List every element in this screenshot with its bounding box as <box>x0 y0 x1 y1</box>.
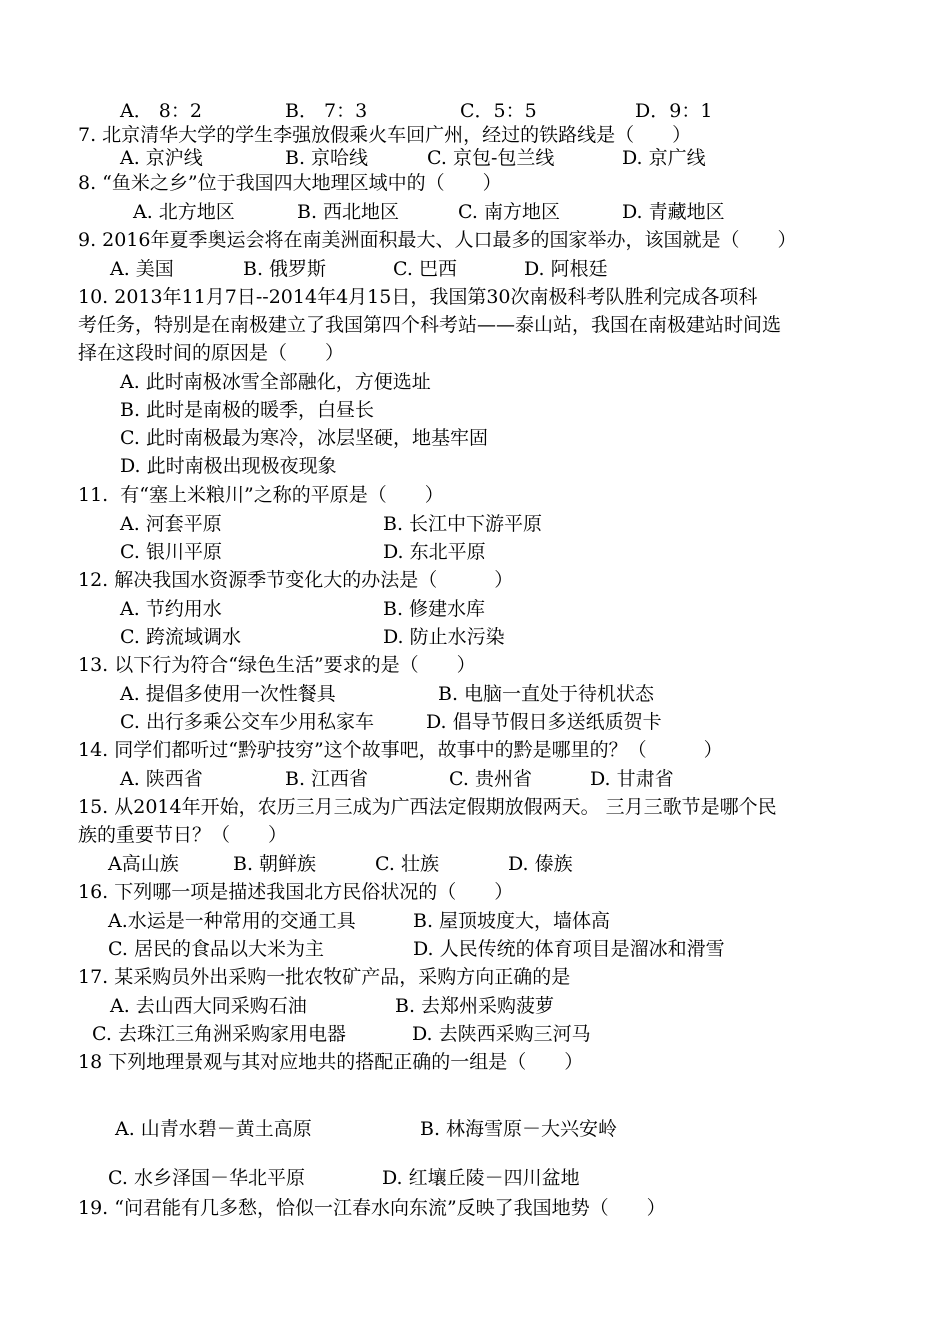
q15-stem-line-1: 15. 从2014年开始，农历三月三成为广西法定假期放假两天。 三月三歌节是哪个民 <box>78 796 777 818</box>
q7-option-d: D. 京广线 <box>622 147 706 169</box>
q9-stem: 9. 2016年夏季奥运会将在南美洲面积最大、人口最多的国家举办，该国就是（ ） <box>78 229 797 251</box>
q14-stem: 14. 同学们都听过“黔驴技穷”这个故事吧，故事中的黔是哪里的？（ ） <box>78 739 723 761</box>
q14-option-c: C. 贵州省 <box>449 768 532 790</box>
q17-option-b: B. 去郑州采购菠萝 <box>395 995 555 1017</box>
q15-option-c: C. 壮族 <box>375 853 439 875</box>
q14-option-a: A. 陕西省 <box>120 768 203 790</box>
q17-option-a: A. 去山西大同采购石油 <box>110 995 307 1017</box>
q6-option-c: C．5：5 <box>460 100 537 122</box>
q15-option-a: A高山族 <box>108 853 179 875</box>
q6-option-b: B． 7：3 <box>285 100 368 122</box>
q12-option-a: A. 节约用水 <box>120 598 222 620</box>
q10-option-b: B. 此时是南极的暖季，白昼长 <box>120 399 375 421</box>
q16-option-c: C. 居民的食品以大米为主 <box>108 938 324 960</box>
q8-option-c: C. 南方地区 <box>458 201 560 223</box>
q13-option-c: C. 出行多乘公交车少用私家车 <box>120 711 374 733</box>
q15-option-b: B. 朝鲜族 <box>233 853 317 875</box>
q11-stem: 11. 有“塞上米粮川”之称的平原是（ ） <box>78 484 444 506</box>
q10-option-c: C. 此时南极最为寒冷，冰层坚硬，地基牢固 <box>120 427 488 449</box>
q17-option-d: D. 去陕西采购三河马 <box>412 1023 591 1045</box>
q8-option-a: A. 北方地区 <box>133 201 235 223</box>
q6-option-d: D．9：1 <box>635 100 713 122</box>
q11-option-a: A. 河套平原 <box>120 513 222 535</box>
q12-option-c: C. 跨流域调水 <box>120 626 241 648</box>
q11-option-c: C. 银川平原 <box>120 541 222 563</box>
q7-option-c: C. 京包-包兰线 <box>427 147 555 169</box>
q17-stem: 17. 某采购员外出采购一批农牧矿产品，采购方向正确的是 <box>78 966 571 988</box>
q10-option-d: D. 此时南极出现极夜现象 <box>120 455 337 477</box>
q11-option-b: B. 长江中下游平原 <box>383 513 543 535</box>
q6-option-a: A． 8：2 <box>120 100 202 122</box>
q13-stem: 13. 以下行为符合“绿色生活”要求的是（ ） <box>78 654 476 676</box>
q8-option-b: B. 西北地区 <box>297 201 400 223</box>
q10-stem-line-1: 10. 2013年11月7日--2014年4月15日，我国第30次南极科考队胜利完成各项科 <box>78 286 758 308</box>
q13-option-a: A. 提倡多使用一次性餐具 <box>120 683 336 705</box>
q10-option-a: A. 此时南极冰雪全部融化，方便选址 <box>120 371 431 393</box>
q18-stem: 18 下列地理景观与其对应地共的搭配正确的一组是（ ） <box>78 1051 584 1073</box>
q16-stem: 16. 下列哪一项是描述我国北方民俗状况的（ ） <box>78 881 514 903</box>
q13-option-b: B. 电脑一直处于待机状态 <box>438 683 655 705</box>
q12-stem: 12. 解决我国水资源季节变化大的办法是（ ） <box>78 569 514 591</box>
q8-stem: 8. “鱼米之乡”位于我国四大地理区域中的（ ） <box>78 172 502 194</box>
q9-option-b: B. 俄罗斯 <box>243 258 327 280</box>
q8-option-d: D. 青藏地区 <box>622 201 725 223</box>
q18-option-a: A. 山青水碧－黄土高原 <box>115 1118 312 1140</box>
q18-option-b: B. 林海雪原－大兴安岭 <box>420 1118 618 1140</box>
q10-stem-line-2: 考任务，特别是在南极建立了我国第四个科考站——泰山站，我国在南极建站时间选 <box>78 314 782 336</box>
q12-option-d: D. 防止水污染 <box>383 626 505 648</box>
q11-option-d: D. 东北平原 <box>383 541 486 563</box>
q17-option-c: C. 去珠江三角洲采购家用电器 <box>92 1023 346 1045</box>
q16-option-a: A.水运是一种常用的交通工具 <box>108 910 356 932</box>
q7-stem: 7. 北京清华大学的学生李强放假乘火车回广州，经过的铁路线是（ ） <box>78 124 692 146</box>
q12-option-b: B. 修建水库 <box>383 598 486 620</box>
q13-option-d: D. 倡导节假日多送纸质贺卡 <box>426 711 662 733</box>
q14-option-d: D. 甘肃省 <box>590 768 674 790</box>
q15-option-d: D. 傣族 <box>508 853 573 875</box>
q10-stem-line-3: 择在这段时间的原因是（ ） <box>78 342 345 364</box>
q7-option-a: A. 京沪线 <box>120 147 203 169</box>
q15-stem-line-2: 族的重要节日？（ ） <box>78 824 288 846</box>
q16-option-d: D. 人民传统的体育项目是溜冰和滑雪 <box>413 938 725 960</box>
q16-option-b: B. 屋顶坡度大，墙体高 <box>413 910 611 932</box>
q14-option-b: B. 江西省 <box>285 768 369 790</box>
q18-option-c: C. 水乡泽国－华北平原 <box>108 1167 305 1189</box>
q18-option-d: D. 红壤丘陵－四川盆地 <box>382 1167 580 1189</box>
q9-option-d: D. 阿根廷 <box>524 258 608 280</box>
q19-stem: 19. “问君能有几多愁，恰似一江春水向东流”反映了我国地势（ ） <box>78 1197 666 1219</box>
q9-option-a: A. 美国 <box>110 258 174 280</box>
q7-option-b: B. 京哈线 <box>285 147 369 169</box>
q9-option-c: C. 巴西 <box>393 258 457 280</box>
